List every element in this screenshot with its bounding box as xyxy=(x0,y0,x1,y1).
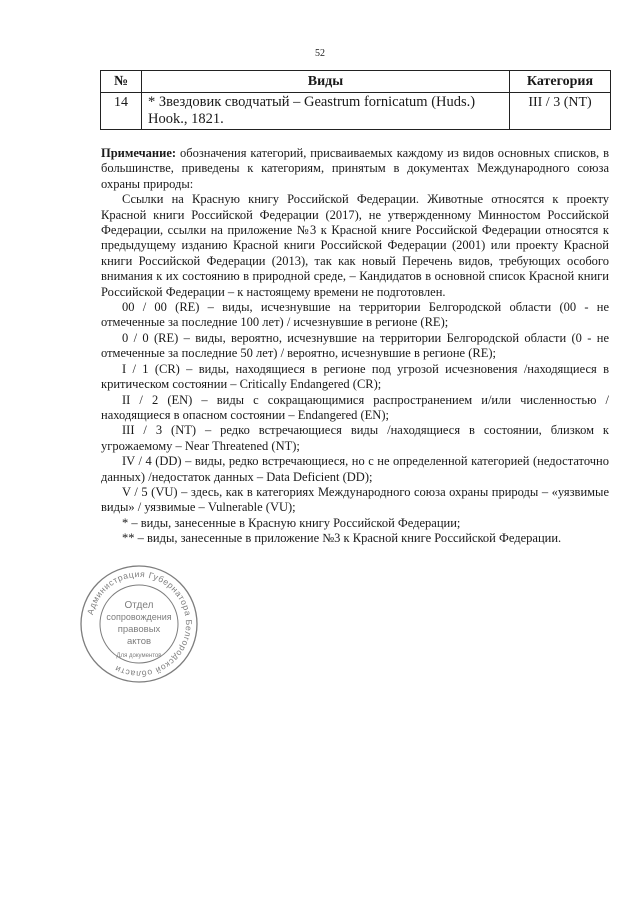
note-paragraph: II / 2 (EN) – виды с сокращающимися распространением и/или численностью /находящиеся в опасном состоянии – Endangered (EN); xyxy=(101,392,609,422)
note-intro xyxy=(101,146,609,192)
row-number: 14 xyxy=(101,93,142,130)
stamp-center-line: Отдел xyxy=(124,600,154,611)
official-stamp xyxy=(78,563,200,685)
note-paragraph: 00 / 00 (RE) – виды, исчезнувшие на территории Белгородской области (00 - не отмеченные за последние 100 лет) / исчезнувшие в регионе (RE); xyxy=(101,300,609,330)
note-paragraph: III / 3 (NT) – редко встречающиеся виды /находящиеся в состоянии, близком к угрожаемому – Near Threatened (NT); xyxy=(101,423,609,453)
stamp-center-line: сопровождения xyxy=(106,612,172,622)
note-paragraph: 0 / 0 (RE) – виды, вероятно, исчезнувшие на территории Белгородской области (0 - не отмеченные за последние 50 лет) / вероятно, исчезнувшие в регионе (RE); xyxy=(101,330,609,361)
note-intro-text: обозначения категорий, присваиваемых каждому из видов основных списков, в большинстве, приведены к категориям, принятым в документах Международного союза охраны природы: xyxy=(101,146,609,191)
row-species-name: * Звездовик сводчатый – Geastrum fornicatum (Huds.) Hook., 1821. xyxy=(142,93,510,130)
table-row xyxy=(101,93,611,130)
note-section xyxy=(101,146,609,547)
note-paragraph: Ссылки на Красную книгу Российской Федерации. Животные относятся к проекту Красной книги Российской Федерации (2017), не утвержденному Минностом Российской Федерации, ссылки на приложение №3 к Красной книге Российской Федерации относятся к предыдущему изданию Красной книги Российской Федерации (2001) или проекту Красной книги Российской Федерации (2013), так как новый Перечень видов, требующих особого внимания к их состоянию в природной среде, – Кандидатов в основной список Красной книги Российской Федерации – к настоящему времени не подготовлен. xyxy=(101,192,609,299)
row-category: III / 3 (NT) xyxy=(510,93,611,130)
note-label: Примечание: xyxy=(101,146,177,160)
header-species: Виды xyxy=(142,71,510,93)
note-paragraph: * – виды, занесенные в Красную книгу Российской Федерации; xyxy=(122,515,461,530)
note-paragraph: IV / 4 (DD) – виды, редко встречающиеся, но с не определенной категорией (недостаточно данных) /недостаток данных – Data Deficient (DD); xyxy=(101,454,609,484)
header-number: № xyxy=(101,71,142,93)
stamp-bottom-text: Для документов xyxy=(116,653,162,659)
header-category: Категория xyxy=(510,71,611,93)
page-number: 52 xyxy=(315,48,325,59)
note-paragraph: ** – виды, занесенные в приложение №3 к Красной книге Российской Федерации. xyxy=(122,531,562,546)
note-paragraph: I / 1 (CR) – виды, находящиеся в регионе под угрозой исчезновения /находящиеся в критическом состоянии – Critically Endangered (CR); xyxy=(101,361,609,392)
table-header-row xyxy=(101,71,611,93)
note-paragraph: V / 5 (VU) – здесь, как в категориях Международного союза охраны природы – «уязвимые виды» / уязвимые – Vulnerable (VU); xyxy=(101,484,609,515)
stamp-ring-text: Администрация Губернатора Белгородской области xyxy=(84,568,195,680)
species-table xyxy=(100,70,611,130)
stamp-center-line: актов xyxy=(126,636,152,647)
stamp-center-line: правовых xyxy=(117,624,161,635)
